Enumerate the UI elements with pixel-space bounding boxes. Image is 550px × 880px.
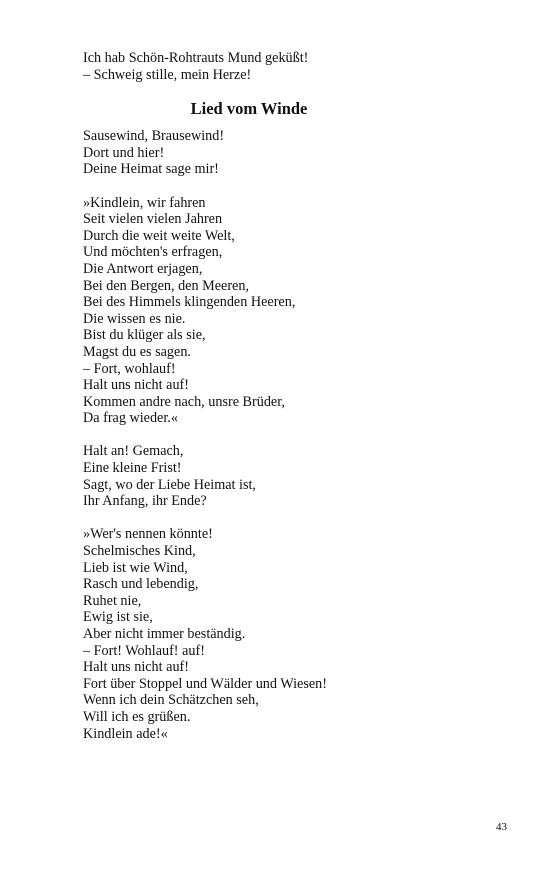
poem-line: Halt an! Gemach, <box>83 443 184 460</box>
poem-line: Durch die weit weite Welt, <box>83 227 235 244</box>
poem-title: Lied vom Winde <box>190 99 308 119</box>
poem-line: Ich hab Schön-Rohtrauts Mund geküßt! <box>83 50 309 66</box>
poem-line: »Wer's nennen könnte! <box>83 526 213 543</box>
poem-line: Ihr Anfang, ihr Ende? <box>83 493 207 510</box>
poem-line: Sausewind, Brausewind! <box>83 128 225 145</box>
poem-line: Schelmisches Kind, <box>83 543 196 560</box>
poem-line: Kommen andre nach, unsre Brüder, <box>83 393 285 410</box>
poem-line: Sagt, wo der Liebe Heimat ist, <box>83 476 256 493</box>
poem-line: Dort und hier! <box>83 144 165 161</box>
poem-line: Da frag wieder.« <box>83 410 178 427</box>
poem-line: Die wissen es nie. <box>83 310 186 327</box>
poem-line: – Fort, wohlauf! <box>83 360 176 377</box>
poem-line: Fort über Stoppel und Wälder und Wiesen! <box>83 675 327 692</box>
poem-line: Halt uns nicht auf! <box>83 659 189 676</box>
poem-line: Aber nicht immer beständig. <box>83 626 246 642</box>
poem-line: Seit vielen vielen Jahren <box>83 211 223 228</box>
poem-line: Will ich es grüßen. <box>83 708 191 725</box>
stanza-3 <box>83 443 503 509</box>
poem-line: Und möchten's erfragen, <box>83 244 223 261</box>
poem-line: Kindlein ade!« <box>83 725 168 742</box>
page-number: 43 <box>496 821 507 833</box>
stanza-1 <box>83 128 503 178</box>
poem-line: Rasch und lebendig, <box>83 576 199 593</box>
stanza-2 <box>83 195 503 427</box>
poem-line: Bei den Bergen, den Meeren, <box>83 277 249 294</box>
poem-line: Bei des Himmels klingenden Heeren, <box>83 294 296 311</box>
poem-line: Ruhet nie, <box>83 592 142 609</box>
poem-line: Halt uns nicht auf! <box>83 377 189 394</box>
poem-line: Lieb ist wie Wind, <box>83 559 188 576</box>
poem-line: Wenn ich dein Schätzchen seh, <box>83 692 259 709</box>
page-text <box>83 50 503 759</box>
previous-poem-ending <box>83 50 503 83</box>
poem-line: Bist du klüger als sie, <box>83 327 206 344</box>
stanza-4 <box>83 526 503 742</box>
poem-line: Deine Heimat sage mir! <box>83 161 219 178</box>
poem-line: Ewig ist sie, <box>83 609 153 626</box>
poem-line: »Kindlein, wir fahren <box>83 194 206 211</box>
poem-line: Magst du es sagen. <box>83 343 191 360</box>
poem-line: – Fort! Wohlauf! auf! <box>83 642 205 659</box>
poem-line: Eine kleine Frist! <box>83 460 182 477</box>
poem-line: – Schweig stille, mein Herze! <box>83 66 252 83</box>
poem-line: Die Antwort erjagen, <box>83 260 203 277</box>
